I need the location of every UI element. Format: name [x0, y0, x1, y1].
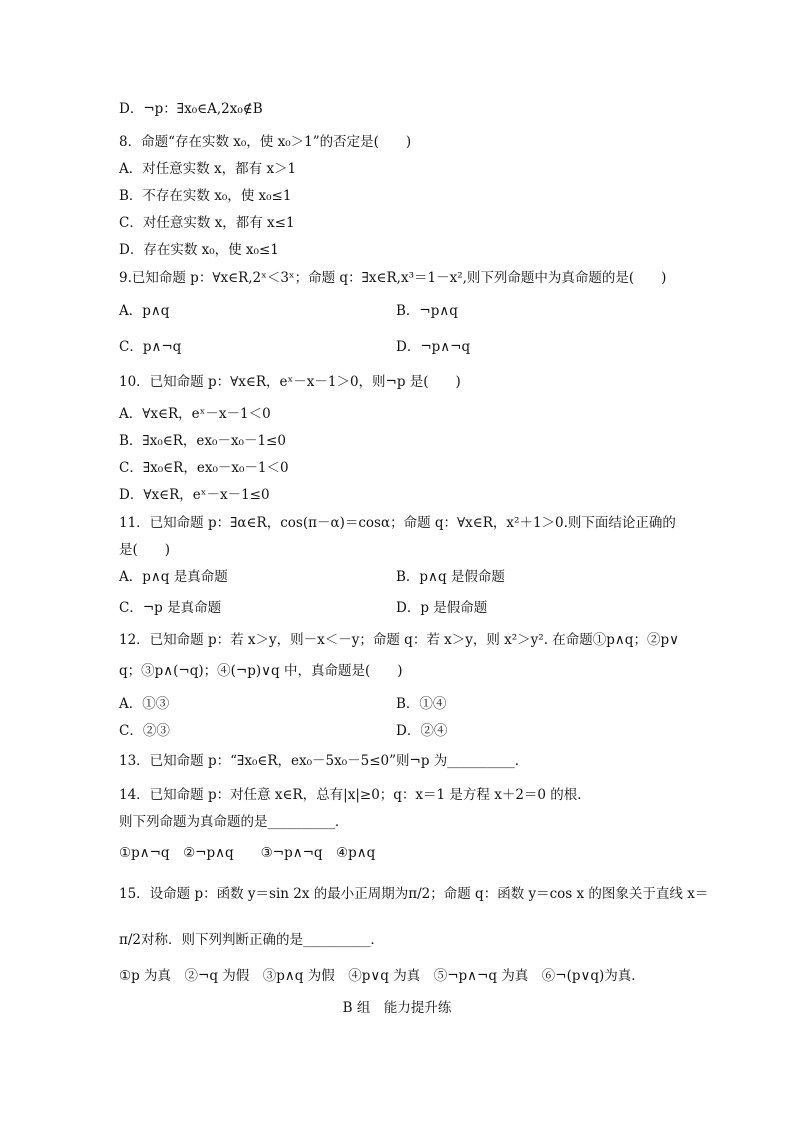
q10-option-c: C．∃x₀∈R，ex₀－x₀－1＜0 [119, 460, 289, 476]
section-heading: B 组 能力提升练 [342, 1000, 452, 1016]
question-14: 14．已知命题 p：对任意 x∈R，总有|x|≥0；q：x＝1 是方程 x＋2＝0 的根． [119, 787, 591, 803]
question-15-cont: π/2对称．则下列判断正确的是__________． [119, 932, 385, 948]
question-8: 8．命题“存在实数 x₀，使 x₀＞1”的否定是( ) [119, 134, 412, 150]
question-12-cont: q；③p∧(¬q)；④(¬p)∨q 中，真命题是( ) [119, 663, 403, 679]
q8-option-a: A．对任意实数 x，都有 x＞1 [119, 161, 297, 177]
q8-option-d: D．存在实数 x₀，使 x₀≤1 [119, 242, 279, 258]
q9-option-a: A．p∧q [119, 303, 170, 319]
question-15-choices: ①p 为真 ②¬q 为假 ③p∧q 为假 ④p∨q 为真 ⑤¬p∧¬q 为真 ⑥¬(p∨q)为真． [119, 968, 645, 984]
q11-option-b: B．p∧q 是假命题 [396, 569, 505, 585]
q10-option-a: A．∀x∈R，eˣ－x－1＜0 [119, 406, 271, 422]
question-12: 12．已知命题 p：若 x＞y，则－x＜－y；命题 q：若 x＞y，则 x²＞y². 在命题①p∧q；②p∨ [119, 632, 679, 648]
q10-option-b: B．∃x₀∈R，ex₀－x₀－1≤0 [119, 433, 286, 449]
q11-option-a: A．p∧q 是真命题 [119, 569, 228, 585]
q12-option-b: B．①④ [396, 696, 447, 712]
question-14-choices: ①p∧¬q ②¬p∧q ③¬p∧¬q ④p∧q [119, 845, 376, 861]
question-11: 11．已知命题 p：∃α∈R，cos(π－α)＝cosα；命题 q：∀x∈R，x²＋1＞0.则下面结论正确的 [119, 515, 676, 531]
q12-option-c: C．②③ [119, 723, 170, 739]
q9-option-c: C．p∧¬q [119, 339, 182, 355]
q12-option-d: D．②④ [396, 723, 448, 739]
question-9: 9.已知命题 p：∀x∈R,2ˣ＜3ˣ；命题 q：∃x∈R,x³＝1－x²,则下列命题中为真命题的是( ) [119, 270, 667, 286]
q8-option-b: B．不存在实数 x₀，使 x₀≤1 [119, 188, 292, 204]
question-11-cont: 是( ) [119, 542, 171, 558]
question-15: 15．设命题 p：函数 y＝sin 2x 的最小正周期为π/2；命题 q：函数 y＝cos x 的图象关于直线 x＝ [119, 886, 709, 902]
question-13: 13．已知命题 p：“∃x₀∈R，ex₀－5x₀－5≤0”则¬p 为__________． [119, 753, 529, 769]
question-10: 10．已知命题 p：∀x∈R，eˣ－x－1＞0，则¬p 是( ) [119, 374, 461, 390]
q11-option-c: C．¬p 是真命题 [119, 600, 222, 616]
option-d-q7: D．¬p：∃x₀∈A,2x₀∉B [119, 101, 263, 117]
q9-option-b: B．¬p∧q [396, 303, 458, 319]
q11-option-d: D．p 是假命题 [396, 600, 488, 616]
q8-option-c: C．对任意实数 x，都有 x≤1 [119, 215, 295, 231]
q9-option-d: D．¬p∧¬q [396, 339, 471, 355]
q10-option-d: D．∀x∈R，eˣ－x－1≤0 [119, 487, 270, 503]
q12-option-a: A．①③ [119, 696, 170, 712]
question-14-cont: 则下列命题为真命题的是__________． [119, 814, 349, 830]
